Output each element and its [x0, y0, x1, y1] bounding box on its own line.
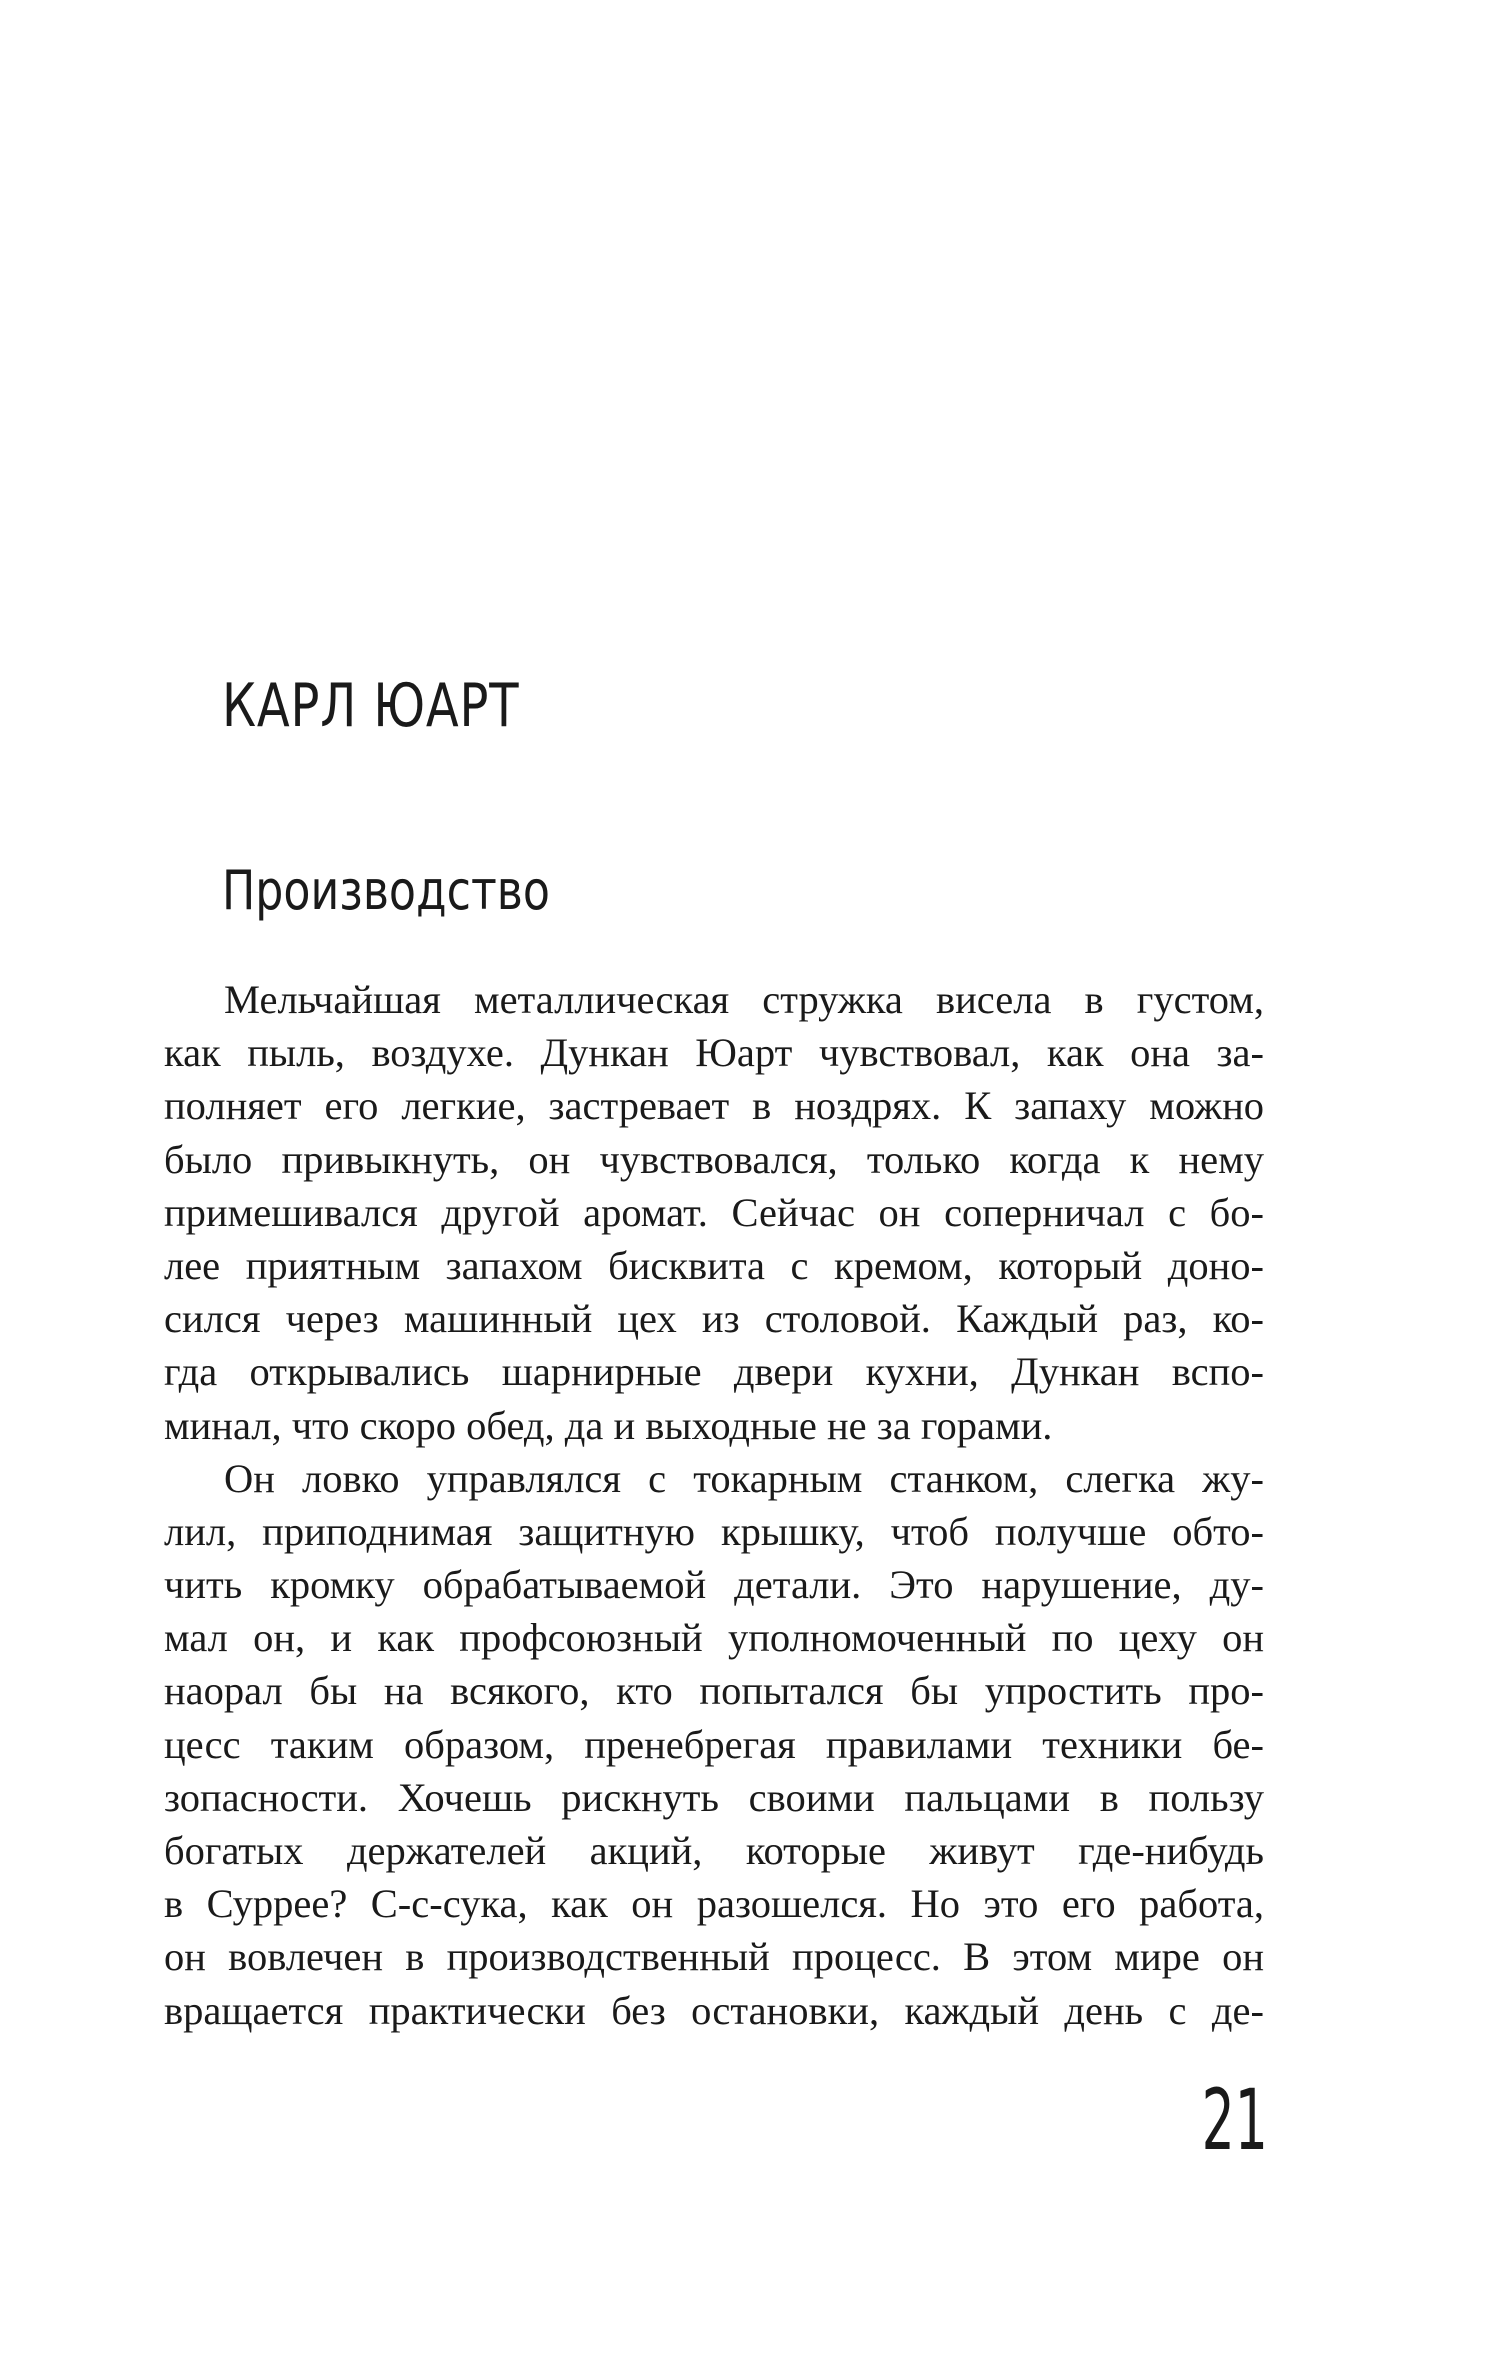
story-body — [164, 973, 1264, 2037]
text-line: он вовлечен в производственный процесс. В этом мире он — [164, 1934, 1264, 1980]
text-line: как пыль, воздухе. Дункан Юарт чувствовал, как она за- — [164, 1030, 1264, 1076]
page-number: 21 — [1201, 2071, 1268, 2169]
text-line: наорал бы на всякого, кто попытался бы упростить про- — [164, 1668, 1264, 1714]
text-line: полняет его легкие, застревает в ноздрях. К запаху можно — [164, 1083, 1264, 1129]
text-line: богатых держателей акций, которые живут где-нибудь — [164, 1828, 1264, 1873]
text-line: примешивался другой аромат. Сейчас он соперничал с бо- — [164, 1189, 1264, 1235]
text-line: в Суррее? С-с-сука, как он разошелся. Но это его работа, — [164, 1881, 1264, 1927]
text-line: сился через машинный цех из столовой. Каждый раз, ко- — [164, 1296, 1264, 1342]
text-line: было привыкнуть, он чувствовался, только когда к нему — [164, 1136, 1264, 1182]
text-line: вращается практически без остановки, каждый день с де- — [164, 1987, 1264, 2033]
text-line: лее приятным запахом бисквита с кремом, который доно- — [164, 1242, 1264, 1288]
text-line: цесс таким образом, пренебрегая правилами техники бе- — [164, 1721, 1264, 1767]
text-line: Он ловко управлялся с токарным станком, слегка жу- — [224, 1455, 1264, 1501]
text-line: Мельчайшая металлическая стружка висела в густом, — [224, 977, 1264, 1022]
story-title: Производство — [222, 859, 550, 922]
text-line: мал он, и как профсоюзный уполномоченный по цеху он — [164, 1615, 1264, 1661]
text-line: зопасности. Хочешь рискнуть своими пальцами в пользу — [164, 1774, 1264, 1820]
author-name: КАРЛ ЮАРТ — [222, 671, 520, 741]
text-line: лил, приподнимая защитную крышку, чтоб получше обто- — [164, 1508, 1264, 1554]
text-line: минал, что скоро обед, да и выходные не за горами. — [164, 1402, 1053, 1448]
text-line: чить кромку обрабатываемой детали. Это нарушение, ду- — [164, 1562, 1264, 1608]
text-line: гда открывались шарнирные двери кухни, Дункан вспо- — [164, 1349, 1264, 1395]
